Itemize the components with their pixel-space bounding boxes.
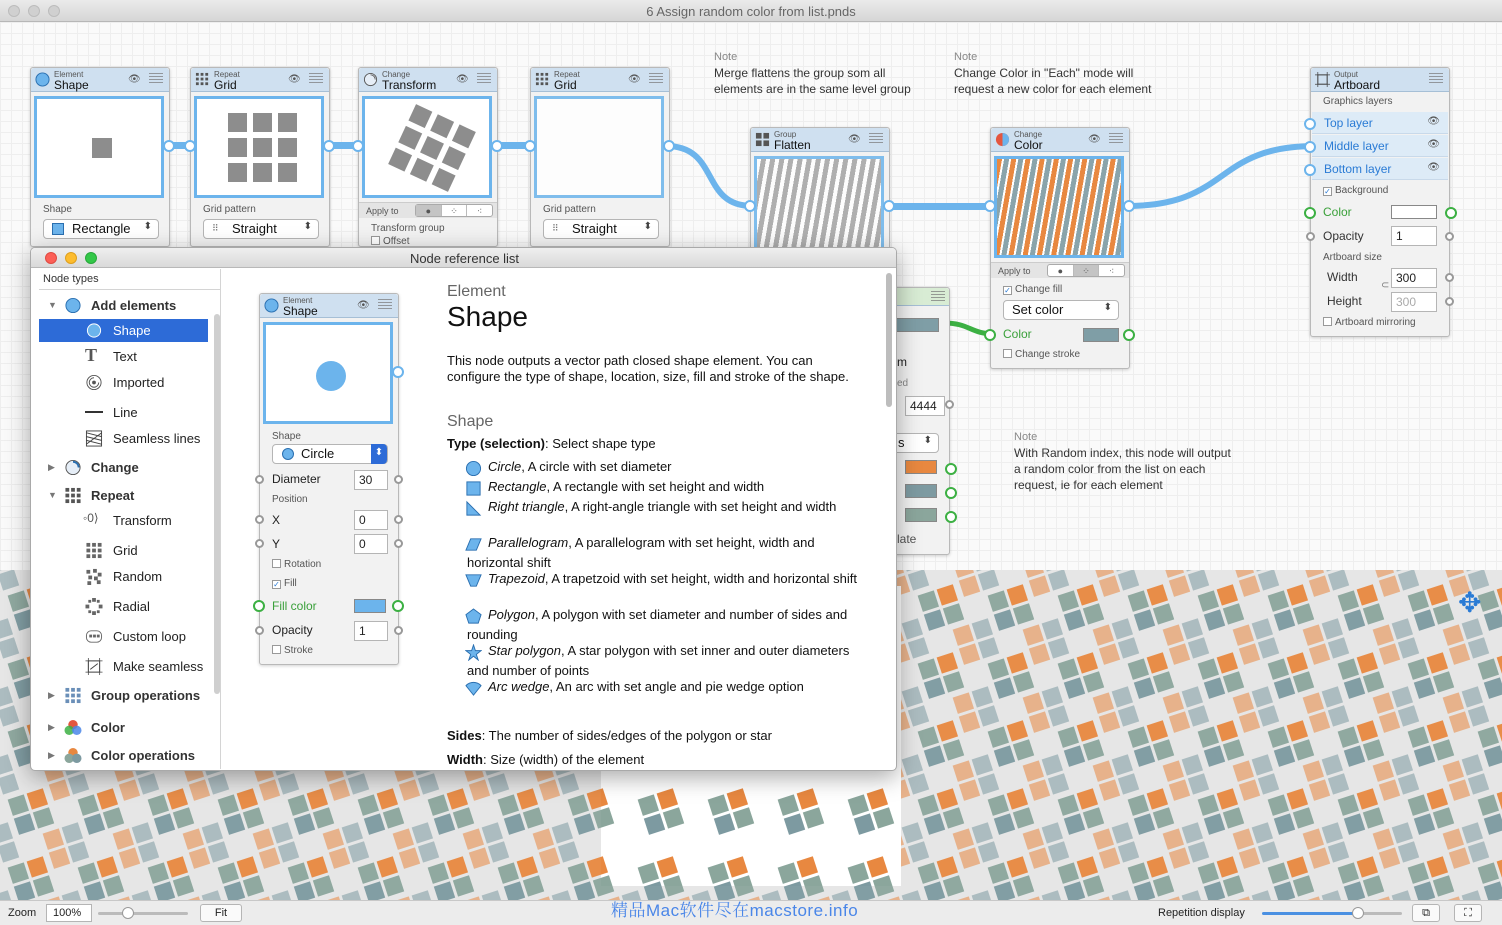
graphics-layers-header: Graphics layers [1323,96,1393,107]
opacity-output-port[interactable] [1445,232,1454,241]
shape-type-item: Parallelogram, A parallelogram with set height, width and horizontal shift [467,535,815,570]
eye-icon[interactable]: 👁 [288,74,301,85]
disclosure-closed-icon[interactable]: ▶ [48,690,55,700]
radial-icon [85,598,103,615]
dialog-title: Node reference list [409,251,520,266]
tree-item-radial[interactable]: Radial [39,595,208,618]
doc-scrollbar[interactable] [886,273,892,407]
color-output-port [392,600,404,612]
color-ops-icon [64,747,82,764]
output-port [394,475,403,484]
fill-checkbox: ✓ Fill [273,578,297,589]
note-title: Note [954,51,978,63]
artboard-mirroring-checkbox[interactable]: Artboard mirroring [1323,317,1416,328]
apply-to-segmented[interactable]: ● ⁘ ⁖ [415,204,493,217]
disclosure-open-icon[interactable]: ▼ [48,490,57,500]
note-title: Note [1014,431,1038,443]
shape-type-item: Trapezoid, A trapetzoid with set height, width and horizontal shift [467,569,867,589]
grid-icon [535,72,550,87]
background-checkbox[interactable]: ✓ Background [1324,185,1389,196]
disclosure-closed-icon[interactable]: ▶ [48,462,55,472]
list-color-swatch[interactable] [905,460,937,474]
tree-scrollbar[interactable] [214,314,220,694]
doc-title: Shape [447,301,528,332]
zoom-label: Zoom [8,907,37,919]
output-port[interactable] [1123,200,1135,212]
node-name: Transform [382,78,437,92]
tree-group-add-elements[interactable]: ▼ Add elements [48,298,177,313]
node-preview [34,96,164,198]
grid-pattern-label: Grid pattern [203,204,256,215]
tree-item-seamless-lines[interactable]: Seamless lines [39,427,208,450]
trapezoid-icon [465,572,482,589]
repetition-display-label: Repetition display [1158,907,1245,919]
polygon-icon [465,608,482,625]
background-color-swatch[interactable] [1391,205,1437,219]
node-preview [534,96,664,198]
grid-icon [64,487,82,504]
eye-icon[interactable]: 👁 [1427,139,1440,150]
note-text: Merge flattens the group som all elements are in the same level group [714,66,911,96]
node-category: Repeat [214,70,240,79]
repetition-slider-knob[interactable] [1352,907,1364,919]
opacity-input: 1 [354,621,388,641]
node-preview [754,156,884,256]
output-port[interactable] [883,200,895,212]
shape-type-item: Polygon, A polygon with set diameter and number of sides and rounding [467,607,848,642]
node-preview [263,322,393,424]
circle-icon [35,72,50,87]
layer-bottom[interactable]: Bottom layer 👁 [1312,158,1448,180]
fill-color-swatch [354,599,386,613]
opacity-label: Opacity [1323,229,1364,243]
window-titlebar [0,0,1502,22]
parallelogram-icon [465,536,482,553]
node-menu-icon[interactable] [1429,73,1443,84]
shape-select: Circle ⬍ [272,444,388,464]
output-port[interactable] [163,140,175,152]
custom-loop-icon [85,628,103,645]
shape-type-item: Rectangle, A rectangle with set height and width [467,477,867,497]
color-mode-select[interactable]: Set color ⬍ [1003,300,1119,320]
text-icon: T [85,345,98,365]
disclosure-closed-icon[interactable]: ▶ [48,722,55,732]
color-icon [995,132,1010,147]
node-element-shape[interactable] [30,67,170,247]
node-menu-icon[interactable] [309,73,323,84]
node-group-flatten[interactable] [750,127,890,257]
repetition-slider[interactable] [1262,912,1402,915]
value-input[interactable]: 4444 [905,396,945,416]
input-port[interactable] [744,200,756,212]
color-swatch[interactable] [1083,328,1119,342]
output-port[interactable] [663,140,675,152]
tree-item-text[interactable]: T Text [85,345,137,365]
position-label: Position [272,494,308,505]
doc-category: Element [447,283,506,300]
diameter-input: 30 [354,470,388,490]
node-name: Flatten [774,138,811,152]
eye-icon[interactable]: 👁 [456,74,469,85]
width-output-port[interactable] [1445,273,1454,282]
shape-select[interactable]: Rectangle ⬍ [43,219,159,239]
transform-icon: ◦0⟩ [83,511,99,525]
eye-icon[interactable]: 👁 [128,74,141,85]
mode-select[interactable]: s ⬍ [885,433,939,453]
shape-type-item: Arc wedge, An arc with set angle and pie wedge option [467,677,867,697]
input-port[interactable] [184,140,196,152]
layer-input-port[interactable] [1304,141,1316,153]
rotation-checkbox: Rotation [272,559,321,570]
eye-icon[interactable]: 👁 [1427,116,1440,127]
apply-to-bar: Apply to ● ⁘ ⁖ [359,202,497,218]
input-port[interactable] [984,200,996,212]
window-title: 6 Assign random color from list.pnds [646,4,856,19]
input-port[interactable] [352,140,364,152]
grid-icon [195,72,210,87]
stepper-icon: ⬍ [371,444,387,464]
input-port [255,475,264,484]
status-bar [0,900,1502,925]
tree-group-repeat[interactable]: ▼ Repeat [48,488,135,503]
opacity-input-port[interactable] [1306,232,1315,241]
output-port [394,626,403,635]
change-icon [64,459,82,476]
partial-label: m [897,355,907,369]
grid-icon: ⠿ [552,223,559,233]
y-input: 0 [354,534,388,554]
star-icon [465,644,482,661]
stepper-icon: ⬍ [1103,302,1112,313]
grid-icon [85,542,103,559]
fill-color-label: Fill color [272,599,317,613]
node-types-tree[interactable] [39,269,221,769]
shape-label: Shape [272,431,301,442]
x-label: X [272,513,281,527]
doc-section-title: Shape [447,413,494,430]
node-repeat-grid[interactable] [190,67,330,247]
apply-to-segmented[interactable]: ● ⁘ ⁖ [1047,264,1125,277]
shape-label: Shape [43,204,72,215]
node-name: Grid [554,78,577,92]
fit-button[interactable]: Fit [200,904,242,922]
grid-pattern-label: Grid pattern [543,204,596,215]
disclosure-open-icon[interactable]: ▼ [48,300,57,310]
zoom-slider-knob[interactable] [122,907,134,919]
reference-document[interactable] [223,269,895,769]
node-name: Artboard [1334,78,1381,92]
stroke-checkbox: Stroke [272,645,313,656]
node-preview [362,96,492,198]
layer-top[interactable]: Top layer 👁 [1312,112,1448,134]
window-mode-icon[interactable]: ⧉ [1412,904,1440,922]
color-label: Color [1323,205,1352,219]
eye-icon[interactable]: 👁 [1427,162,1440,173]
transform-group-label: Transform group [371,223,445,234]
node-menu-icon[interactable] [149,73,163,84]
random-icon [85,568,103,585]
note-text: Change Color in "Each" mode will request a new color for each element [954,66,1152,96]
x-input: 0 [354,510,388,530]
shape-type-item: Star polygon, A star polygon with set inner and outer diameters and number of points [467,643,850,678]
node-category: Group [774,130,797,139]
height-label: Height [1327,294,1362,308]
node-output-artboard[interactable] [1310,67,1450,337]
output-port[interactable] [323,140,335,152]
stepper-icon: ⬍ [923,435,932,446]
move-icon[interactable]: ✥ [1458,587,1482,618]
width-label: Width [1327,270,1358,284]
node-name: Shape [54,78,89,92]
node-preview [994,156,1124,258]
grid-pattern-select[interactable]: ⠿ Straight ⬍ [203,219,319,239]
node-category: Element [54,70,84,79]
node-category: Element [283,296,313,305]
doc-type-line: Type (selection): Select shape type [447,436,656,451]
opacity-input[interactable]: 1 [1391,226,1437,246]
output-port [392,366,404,378]
width-input[interactable]: 300 [1391,268,1437,288]
fullscreen-icon[interactable]: ⛶ [1454,904,1482,922]
note-text: With Random index, this node will output a random color from the list on each request, ie for each element [1014,446,1231,492]
stepper-icon: ⬍ [643,221,652,232]
color-input-port[interactable] [984,329,996,341]
node-menu-icon [378,299,392,310]
circle-icon [264,298,279,313]
node-category: Change [1014,130,1043,139]
stepper-icon: ⬍ [303,221,312,232]
node-change-transform[interactable] [358,67,498,247]
reference-node-preview [259,293,399,665]
tree-group-group-operations[interactable]: ▶ Group operations [48,688,201,703]
node-menu-icon[interactable] [649,73,663,84]
node-name: Color [1014,138,1043,152]
make-seamless-icon [85,658,103,675]
height-input[interactable]: 300 [1391,292,1437,312]
node-change-color[interactable] [990,127,1130,369]
value-port[interactable] [945,400,954,409]
color-icon [64,719,82,736]
input-port [255,515,264,524]
tree-item-random[interactable]: Random [39,565,208,588]
tree-item-custom-loop[interactable]: Custom loop [39,625,208,648]
grid-pattern-select[interactable]: ⠿ Straight ⬍ [543,219,659,239]
node-menu-icon[interactable] [869,133,883,144]
change-icon [363,72,378,87]
imported-icon [85,374,103,391]
output-port [394,515,403,524]
list-color-swatch[interactable] [905,484,937,498]
layer-input-port[interactable] [1304,164,1316,176]
rectangle-icon [465,480,482,497]
connection-wire [886,203,994,210]
circle-icon [465,460,482,477]
list-color-swatch[interactable] [905,508,937,522]
eye-icon: 👁 [357,300,370,311]
node-category: Change [382,70,411,79]
input-port[interactable] [524,140,536,152]
node-menu-icon[interactable] [1109,133,1123,144]
tree-item-imported[interactable]: Imported [39,371,208,394]
tree-item-make-seamless[interactable]: Make seamless [39,655,208,678]
node-name: Shape [283,304,318,318]
output-port [394,539,403,548]
node-name: Grid [214,78,237,92]
eye-icon[interactable]: 👁 [848,134,861,145]
color-output-port[interactable] [945,511,957,523]
doc-description: This node outputs a vector path closed shape element. You can configure the type of shape, location, size, fill and stroke of the shape. [447,353,849,384]
opacity-label: Opacity [272,623,313,637]
arc-wedge-icon [465,680,482,697]
disclosure-closed-icon[interactable]: ▶ [48,750,55,760]
node-reference-dialog [30,247,897,771]
note-title: Note [714,51,738,63]
doc-width-line: Width: Size (width) of the element [447,752,645,767]
output-port[interactable] [491,140,503,152]
stepper-icon: ⬍ [143,221,152,232]
link-icon[interactable]: ⊂ [1381,280,1390,291]
group-icon [755,132,770,147]
change-stroke-checkbox[interactable]: Change stroke [1003,349,1080,360]
circle-icon [64,297,82,314]
zoom-slider[interactable] [98,912,188,915]
triangle-icon [465,500,482,517]
dialog-titlebar [31,248,897,268]
apply-to-bar: Apply to ● ⁘ ⁖ [991,262,1129,278]
node-menu-icon[interactable] [931,291,945,302]
layer-middle[interactable]: Middle layer 👁 [1312,135,1448,157]
tree-group-color[interactable]: ▶ Color [48,720,125,735]
node-category: Repeat [554,70,580,79]
tree-item-line[interactable]: Line [39,401,208,424]
color-output-port[interactable] [945,487,957,499]
node-preview [194,96,324,198]
node-repeat-grid-2[interactable] [530,67,670,247]
offset-checkbox[interactable]: Offset [371,236,410,247]
circle-icon [85,322,103,339]
node-category: Output [1334,70,1359,79]
change-fill-checkbox[interactable]: ✓ Change fill [1004,284,1063,295]
y-label: Y [272,537,281,551]
eye-icon[interactable]: 👁 [628,74,641,85]
height-output-port[interactable] [1445,297,1454,306]
grid-icon: ⠿ [212,223,219,233]
tree-item-grid[interactable]: Grid [39,539,208,562]
rectangle-icon [52,223,64,235]
layer-input-port[interactable] [1304,118,1316,130]
tree-item-shape[interactable]: Shape [39,319,208,342]
tree-group-color-operations[interactable]: ▶ Color operations [48,748,196,763]
circle-icon [282,448,294,460]
color-output-port[interactable] [1123,329,1135,341]
partial-label: late [897,532,917,546]
line-icon [85,411,103,413]
doc-sides-line: Sides: The number of sides/edges of the polygon or star [447,728,772,743]
partial-label: ed [897,378,909,389]
connection-wire [1122,137,1322,217]
color-output-port[interactable] [945,463,957,475]
color-output-port[interactable] [1445,207,1457,219]
watermark-text: 精品Mac软件尽在macstore.info [611,901,859,920]
diameter-label: Diameter [272,472,321,486]
tree-group-change[interactable]: ▶ Change [48,460,139,475]
color-input-port[interactable] [1304,207,1316,219]
zoom-input[interactable]: 100% [46,904,92,922]
node-menu-icon[interactable] [477,73,491,84]
input-port [255,539,264,548]
input-port [255,626,264,635]
tree-header: Node types [39,269,221,290]
artboard-icon [1315,72,1330,87]
tree-item-transform[interactable]: ◦0⟩ Transform [83,511,172,528]
group-icon [64,687,82,704]
artboard-size-header: Artboard size [1323,252,1382,263]
shape-type-item: Circle, A circle with set diameter [467,457,867,477]
seamless-lines-icon [85,430,103,447]
eye-icon[interactable]: 👁 [1088,134,1101,145]
color-input-port [253,600,265,612]
shape-type-item: Right triangle, A right-angle triangle with set height and width [467,497,867,517]
color-label: Color [1003,327,1032,341]
